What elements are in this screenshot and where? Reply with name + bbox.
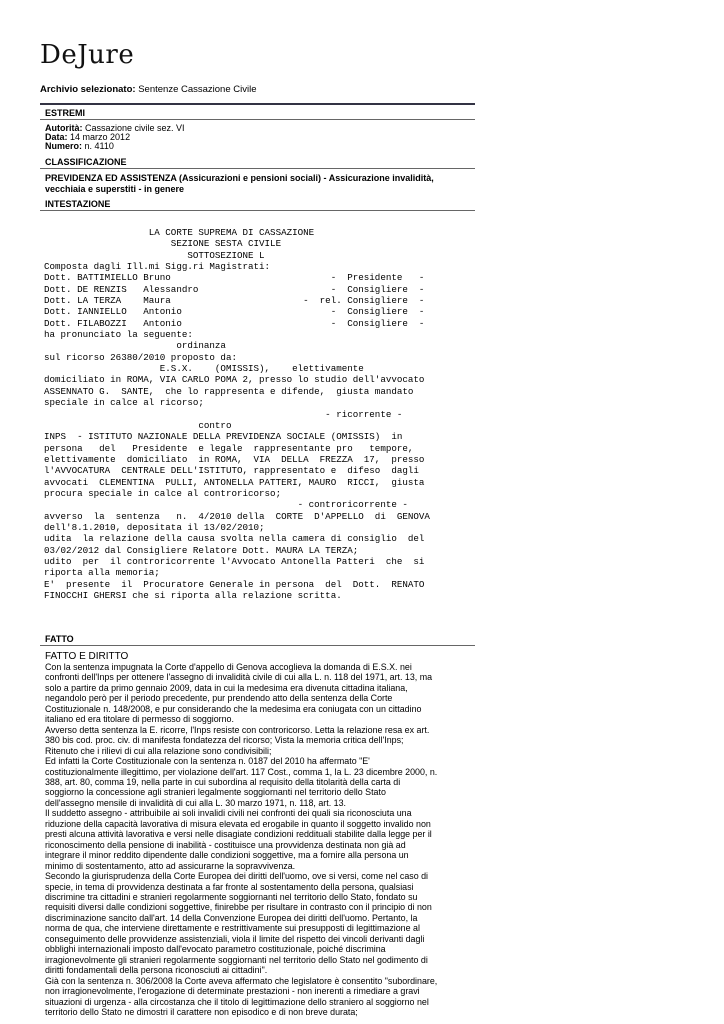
classificazione-text: PREVIDENZA ED ASSISTENZA (Assicurazioni e pensioni sociali) - Assicurazione invalidità, vecchiaia e superstiti - in genere [45,173,434,194]
estremi-heading: ESTREMI [45,108,86,118]
data-label: Data: [45,132,68,142]
data-value: 14 marzo 2012 [70,132,131,142]
autorita-label: Autorità: [45,123,83,133]
section-rule [40,119,475,120]
numero-row [45,142,114,151]
intestazione-text: LA CORTE SUPREMA DI CASSAZIONE SEZIONE SESTA CIVILE SOTTOSEZIONE L Composta dagli Ill.mi Sigg.ri Magistrati: Dott. BATTIMIELLO Bruno - Presidente - Dott. DE RENZIS Alessandro - Consigliere - Dott. LA TERZA Maura - rel. Consigliere - Dott. IANNIELLO Antonio - Consigliere - Dott. FILABOZZI Antonio - Consigliere - ha pronunciato la seguente: ordinanza sul ricorso 26380/2010 proposto da: E.S.X. (OMISSIS), elettivamente domiciliato in ROMA, VIA CARLO POMA 2, presso lo studio dell'avvocato ASSENNATO G. SANTE, che lo rappresenta e difende, giusta mandato speciale in calce al ricorso; - ricorrente - contro INPS - ISTITUTO NAZIONALE DELLA PREVIDENZA SOCIALE (OMISSIS) in persona del Presidente e legale rappresentante pro tempore, elettivamente domiciliato in ROMA, VIA DELLA FREZZA 17, presso l'AVVOCATURA CENTRALE DELL'ISTITUTO, rappresentato e difeso dagli avvocati CLEMENTINA PULLI, ANTONELLA PATTERI, MAURO RICCI, giusta procura speciale in calce al controricorso; - controricorrente - avverso la sentenza n. 4/2010 della CORTE D'APPELLO di GENOVA dell'8.1.2010, depositata il 13/02/2010; udita la relazione della causa svolta nella camera di consiglio del 03/02/2012 dal Consigliere Relatore Dott. MAURA LA TERZA; udito per il controricorrente l'Avvocato Antonella Patteri che si riporta alla memoria; E' presente il Procuratore Generale in persona del Dott. RENATO FINOCCHI GHERSI che si riporta alla relazione scritta. [44,227,430,601]
numero-value: n. 4110 [84,141,114,151]
intestazione-heading: INTESTAZIONE [45,199,111,209]
archive-selection [40,84,257,95]
section-rule [40,210,475,211]
dejure-logo: DeJure [40,40,135,70]
fatto-body-text: Con la sentenza impugnata la Corte d'appello di Genova accoglieva la domanda di E.S.X. nei confronti dell'Inps per ottenere l'assegno di invalidità civile di cui alla L. n. 118 del 1971, art. 13, ma solo a partire da primo gennaio 2009, data in cui la medesima era divenuta cittadina italiana, negandolo però per il periodo precedente, pur prendendo atto della sentenza della Corte Costituzionale n. 148/2008, e pur considerando che la medesima era coniugata con un cittadino italiano ed era titolare di permesso di soggiorno. Avverso detta sentenza la E. ricorre, l'Inps resiste con controricorso. Letta la relazione resa ex art. 380 bis cod. proc. civ. di manifesta fondatezza del ricorso; Vista la memoria critica dell'Inps; Ritenuto che i rilievi di cui alla relazione sono condivisibili; Ed infatti la Corte Costituzionale con la sentenza n. 0187 del 2010 ha affermato "E' costituzionalmente illegittimo, per violazione dell'art. 117 Cost., comma 1, la L. 23 dicembre 2000, n. 388, art. 80, comma 19, nella parte in cui subordina al requisito della titolarità della carta di soggiorno la concessione agli stranieri legalmente soggiornanti nel territorio dello Stato dell'assegno mensile di invalidità di cui alla L. 30 marzo 1971, n. 118, art. 13. Il suddetto assegno - attribuibile ai soli invalidi civili nei confronti dei quali sia riconosciuta una riduzione della capacità lavorativa di misura elevata ed erogabile in quanto il soggetto invalido non presti alcuna attività lavorativa e versi nelle disagiate condizioni reddituali stabilite dalla legge per il riconoscimento della pensione di inabilità - costituisce una provvidenza destinata non già ad integrare il minor reddito dipendente dalle condizioni soggettive, ma a fornire alla persona un minimo di sostentamento, atto ad assicurarne la sopravvivenza. Secondo la giurisprudenza della Corte Europea dei diritti dell'uomo, ove si versi, come nel caso di specie, in tema di provvidenza destinata a far fronte al sostentamento della persona, qualsiasi discrimine tra cittadini e stranieri regolarmente soggiornanti nel territorio dello Stato, fondato su requisiti diversi dalle condizioni soggettive, finirebbe per risultare in contrasto con il principio di non discriminazione sancito dall'art. 14 della Convenzione Europea dei diritti dell'uomo. Pertanto, la norma de qua, che interviene direttamente e restrittivamente sui presupposti di legittimazione al conseguimento delle provvidenze assistenziali, viola il limite del rispetto dei vincoli derivanti dagli obblighi internazionali imposto dall'evocato parametro costituzionale, poiché discrimina irragionevolmente gli stranieri regolarmente soggiornanti nel territorio dello Stato nel godimento di diritti fondamentali della persona riconosciuti ai cittadini". Già con la sentenza n. 306/2008 la Corte aveva affermato che legislatore è consentito "subordinare, non irragionevolmente, l'erogazione di determinate prestazioni - non inerenti a rimediare a gravi situazioni di urgenza - alla circostanza che il titolo di legittimazione dello straniero al soggiorno nel territorio dello Stato ne dimostri il carattere non episodico e di non breve durata; [45,662,438,1017]
archive-label: Archivio selezionato: [40,84,136,95]
section-rule [40,168,475,169]
fatto-title: FATTO E DIRITTO [45,651,129,662]
fatto-heading: FATTO [45,634,74,644]
section-rule [40,645,475,646]
section-rule [40,103,475,105]
autorita-value: Cassazione civile sez. VI [85,123,185,133]
numero-label: Numero: [45,141,83,151]
archive-value: Sentenze Cassazione Civile [138,84,257,95]
classificazione-heading: CLASSIFICAZIONE [45,157,127,167]
